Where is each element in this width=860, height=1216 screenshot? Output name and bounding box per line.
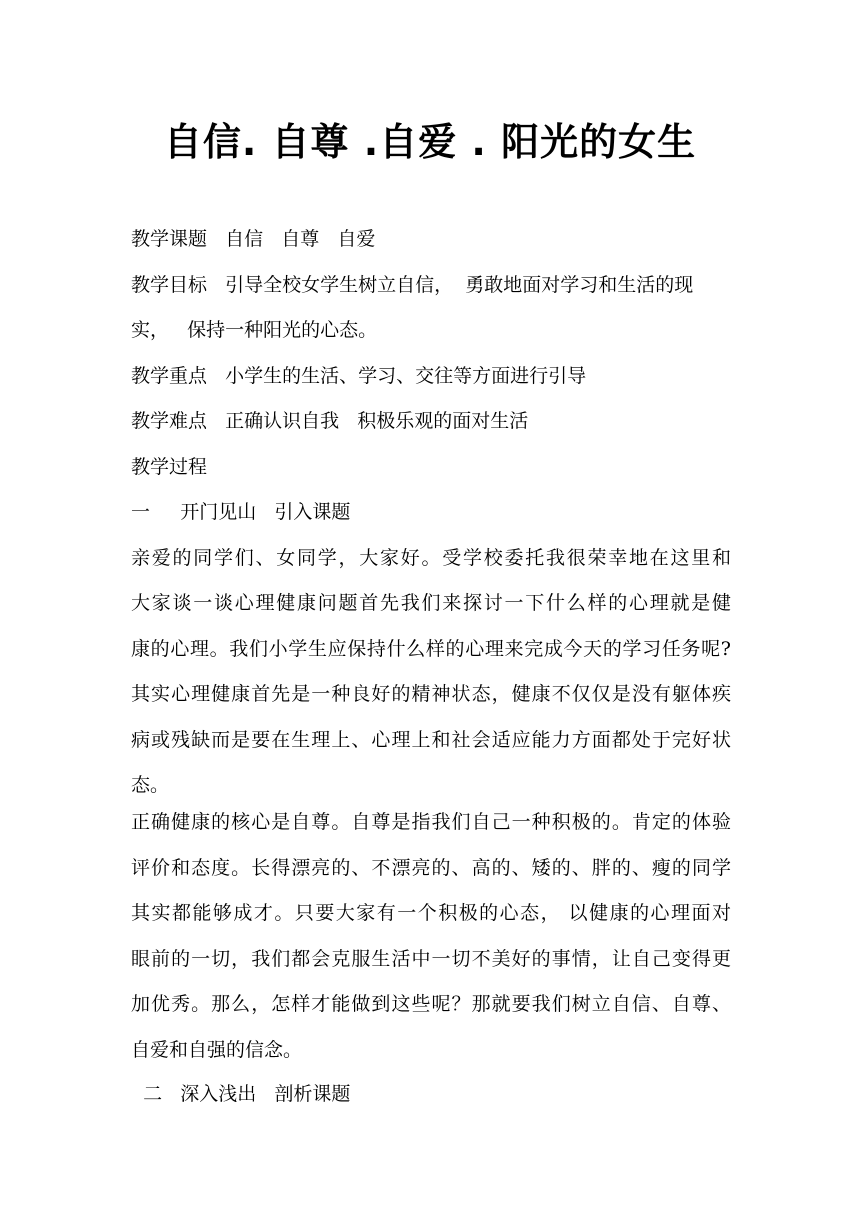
paragraph-line: 亲爱的同学们、女同学，大家好。受学校委托我很荣幸地在这里和 <box>131 546 731 569</box>
paragraph-line: 自爱和自强的信念。 <box>131 1038 303 1061</box>
lesson-difficulty-line: 教学难点 正确认识自我 积极乐观的面对生活 <box>131 410 529 432</box>
paragraph-line: 态。 <box>131 774 170 796</box>
lesson-goal-line-2: 实， 保持一种阳光的心态。 <box>131 319 378 341</box>
lesson-goal-line-1: 教学目标 引导全校女学生树立自信， 勇敢地面对学习和生活的现 <box>131 273 694 296</box>
lesson-header <box>131 217 731 536</box>
paragraph-line: 其实心理健康首先是一种良好的精神状态，健康不仅仅是没有躯体疾 <box>131 683 731 705</box>
lesson-focus-line: 教学重点 小学生的生活、学习、交往等方面进行引导 <box>131 364 587 387</box>
paragraph-line: 评价和态度。长得漂亮的、不漂亮的、高的、矮的、胖的、瘦的同学 <box>131 856 731 879</box>
paragraph-line: 眼前的一切，我们都会克服生活中一切不美好的事情，让自己变得更 <box>131 947 731 970</box>
paragraph-line: 正确健康的核心是自尊。自尊是指我们自己一种积极的。肯定的体验 <box>131 811 731 833</box>
document-title: 自信. 自尊 .自爱 . 阳光的女生 <box>163 120 697 164</box>
paragraph-line: 康的心理。我们小学生应保持什么样的心理来完成今天的学习任务呢? <box>131 637 731 660</box>
paragraph-line: 大家谈一谈心理健康问题首先我们来探讨一下什么样的心理就是健 <box>131 592 731 614</box>
lesson-topic-line: 教学课题 自信 自尊 自爱 <box>131 228 376 250</box>
paragraph-intro <box>131 536 731 809</box>
paragraph-line: 其实都能够成才。只要大家有一个积极的心态， 以健康的心理面对 <box>131 902 731 924</box>
paragraph-line: 病或残缺而是要在生理上、心理上和社会适应能力方面都处于完好状 <box>131 728 731 751</box>
paragraph-line: 加优秀。那么，怎样才能做到这些呢？那就要我们树立自信、自尊、 <box>131 993 731 1015</box>
section-two-heading: 二 深入浅出 剖析课题 <box>131 1083 351 1105</box>
lesson-process-label: 教学过程 <box>131 455 208 478</box>
section-two <box>131 1072 731 1118</box>
paragraph-self-esteem <box>131 800 731 1073</box>
section-one-heading: 一 开门见山 引入课题 <box>131 501 351 523</box>
